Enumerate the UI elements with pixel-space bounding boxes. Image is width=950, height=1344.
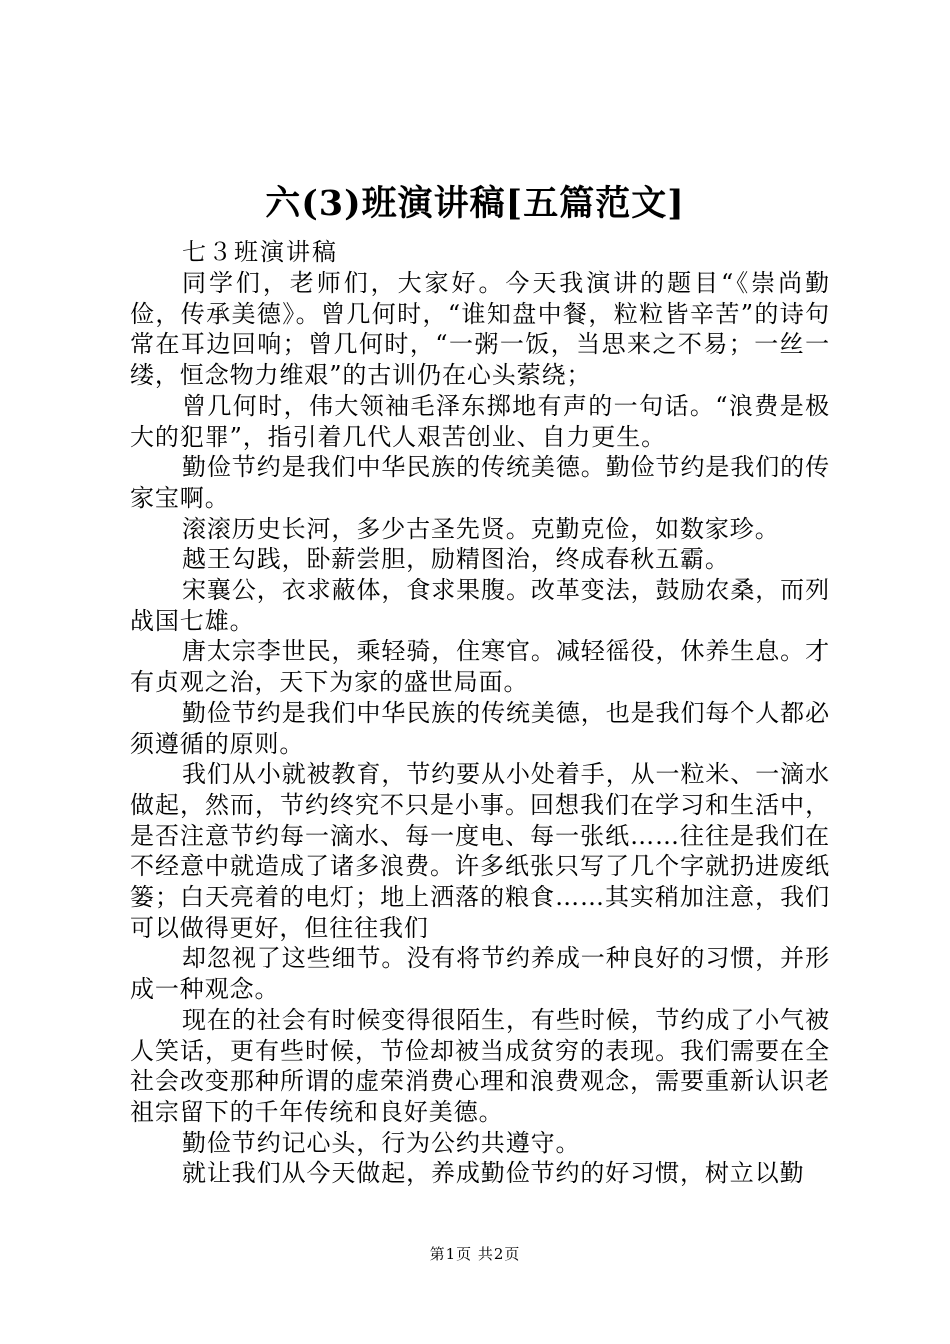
- paragraph-12: 勤俭节约记心头，行为公约共遵守。: [182, 1128, 581, 1157]
- paragraph-9: 我们从小就被教育，节约要从小处着手，从一粒米、一滴水做起，然而，节约终究不只是小事。回想我们在学习和生活中，是否注意节约每一滴水、每一度电、每一张纸……往往是我们在不经意中就造成了诸多浪费。许多纸张只写了几个字就扔进废纸篓；白天亮着的电灯；地上洒落的粮食……其实稍加注意，我们可以做得更好，但往往我们: [130, 760, 830, 942]
- document-title: 六(3)班演讲稿[五篇范文]: [265, 183, 685, 224]
- paragraph-11: 现在的社会有时候变得很陌生，有些时候，节约成了小气被人笑话，更有些时候，节俭却被当成贫穷的表现。我们需要在全社会改变那种所谓的虚荣消费心理和浪费观念，需要重新认识老祖宗留下的千年传统和良好美德。: [130, 1005, 830, 1126]
- paragraph-2: 曾几何时，伟大领袖毛泽东掷地有声的一句话。“浪费是极大的犯罪”，指引着几代人艰苦创业、自力更生。: [130, 391, 830, 451]
- page-footer: 第1页 共2页: [429, 1245, 521, 1263]
- paragraph-6: 宋襄公，衣求蔽体，食求果腹。改革变法，鼓励农桑，而列战国七雄。: [130, 576, 830, 635]
- paragraph-10: 却忽视了这些细节。没有将节约养成一种良好的习惯，并形成一种观念。: [130, 944, 830, 1004]
- document-body: [130, 268, 830, 1189]
- paragraph-8: 勤俭节约是我们中华民族的传统美德，也是我们每个人都必须遵循的原则。: [130, 698, 830, 758]
- paragraph-3: 勤俭节约是我们中华民族的传统美德。勤俭节约是我们的传家宝啊。: [130, 453, 830, 512]
- paragraph-4: 滚滚历史长河，多少古圣先贤。克勤克俭，如数家珍。: [182, 514, 780, 543]
- paragraph-7: 唐太宗李世民，乘轻骑，住寒官。减轻徭役，休养生息。才有贞观之治，天下为家的盛世局面。: [130, 637, 830, 697]
- document-subtitle: 七３班演讲稿: [182, 238, 338, 266]
- paragraph-13: 就让我们从今天做起，养成勤俭节约的好习惯，树立以勤: [182, 1159, 805, 1188]
- paragraph-1: 同学们，老师们，大家好。今天我演讲的题目“《崇尚勤俭，传承美德》。曾几何时，“谁知盘中餐，粒粒皆辛苦”的诗句常在耳边回响；曾几何时，“一粥一饭，当思来之不易；一丝一缕，恒念物力维艰”的古训仍在心头萦绕；: [130, 269, 830, 390]
- paragraph-5: 越王勾践，卧薪尝胆，励精图治，终成春秋五霸。: [182, 545, 730, 574]
